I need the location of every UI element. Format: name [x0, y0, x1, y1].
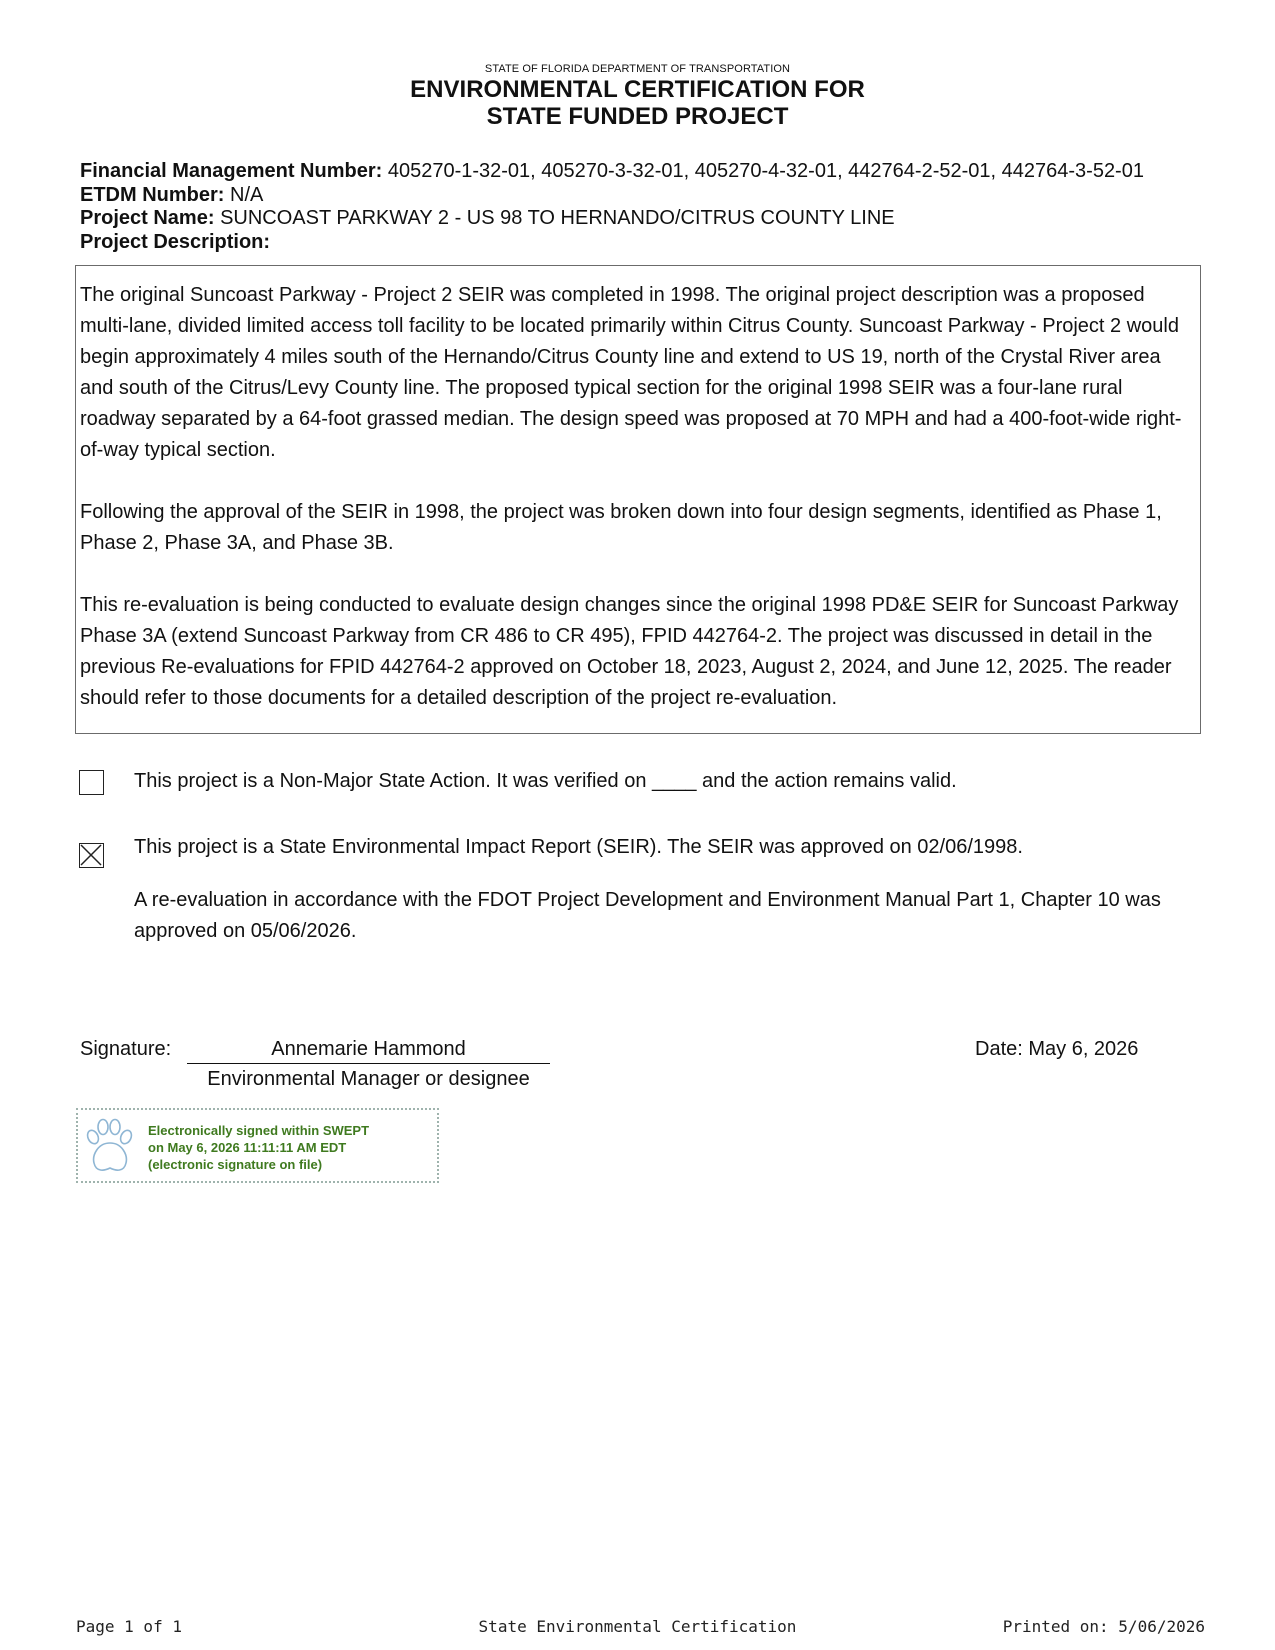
- description-paragraph-1: The original Suncoast Parkway - Project 2 SEIR was completed in 1998. The original project description was a proposed multi-lane, divided limited access toll facility to be located primarily within Citrus County. Suncoast Parkway - Project 2 would begin approximately 4 miles south of the Hernando/Citrus County line and extend to US 19, north of the Crystal River area and south of the Citrus/Levy County line. The proposed typical section for the original 1998 SEIR was a four-lane rural roadway separated by a 64-foot grassed median. The design speed was proposed at 70 MPH and had a 400-foot-wide right-of-way typical section.: [80, 284, 1182, 461]
- checkbox-x-icon: [80, 844, 102, 866]
- non-major-action-text: This project is a Non-Major State Action. It was verified on ____ and the action remains valid.: [134, 770, 957, 792]
- description-paragraph-3: This re-evaluation is being conducted to evaluate design changes since the original 1998 PD&E SEIR for Suncoast Parkway Phase 3A (extend Suncoast Parkway from CR 486 to CR 495), FPID 442764-2. The project was discussed in detail in the previous Re-evaluations for FPID 442764-2 approved on October 18, 2023, August 2, 2024, and June 12, 2025. The reader should refer to those documents for a detailed description of the project re-evaluation.: [80, 594, 1179, 709]
- project-name-label: Project Name:: [80, 207, 215, 229]
- project-description-row: [80, 231, 1144, 255]
- footer-printed-date: Printed on: 5/06/2026: [1002, 1617, 1205, 1636]
- footer-document-name: State Environmental Certification: [478, 1617, 797, 1636]
- reevaluation-text: A re-evaluation in accordance with the FDOT Project Development and Environment Manual Part 1, Chapter 10 was approved on 05/06/2026.: [134, 889, 1161, 942]
- fmn-value: 405270-1-32-01, 405270-3-32-01, 405270-4-32-01, 442764-2-52-01, 442764-3-52-01: [387, 160, 1144, 182]
- footer-page-number: Page 1 of 1: [76, 1617, 182, 1636]
- electronic-signature-stamp: [76, 1108, 439, 1183]
- esignature-line-3: (electronic signature on file): [148, 1157, 323, 1172]
- document-title-line2: STATE FUNDED PROJECT: [486, 103, 789, 130]
- description-paragraph-2: Following the approval of the SEIR in 1998, the project was broken down into four design segments, identified as Phase 1, Phase 2, Phase 3A, and Phase 3B.: [80, 501, 1162, 554]
- fmn-label: Financial Management Number:: [80, 160, 383, 182]
- project-description-label: Project Description:: [80, 230, 271, 253]
- seir-checkbox[interactable]: [79, 843, 104, 868]
- seir-text: This project is a State Environmental Impact Report (SEIR). The SEIR was approved on 02/06/1998.: [134, 836, 1023, 858]
- document-title-line1: ENVIRONMENTAL CERTIFICATION FOR: [410, 76, 865, 103]
- signature-name: Annemarie Hammond: [187, 1038, 550, 1064]
- financial-management-number-row: [80, 160, 1144, 184]
- agency-name: STATE OF FLORIDA DEPARTMENT OF TRANSPORTATION: [484, 63, 791, 75]
- project-name-row: [80, 207, 1144, 231]
- paw-print-icon: [84, 1117, 136, 1177]
- signature-date: Date: May 6, 2026: [975, 1038, 1139, 1060]
- project-metadata: [80, 160, 1144, 254]
- project-name-value: SUNCOAST PARKWAY 2 - US 98 TO HERNANDO/CITRUS COUNTY LINE: [220, 207, 895, 229]
- signature-role: Environmental Manager or designee: [207, 1068, 530, 1090]
- etdm-value: N/A: [230, 183, 264, 206]
- esignature-text: [148, 1122, 369, 1173]
- project-description-box: [75, 265, 1201, 734]
- signature-label: Signature:: [80, 1038, 172, 1060]
- non-major-action-checkbox[interactable]: [79, 770, 104, 795]
- esignature-line-1: Electronically signed within SWEPT: [148, 1123, 370, 1138]
- etdm-number-row: [80, 184, 1144, 208]
- esignature-line-2: on May 6, 2026 11:11:11 AM EDT: [148, 1140, 347, 1155]
- etdm-label: ETDM Number:: [80, 183, 225, 206]
